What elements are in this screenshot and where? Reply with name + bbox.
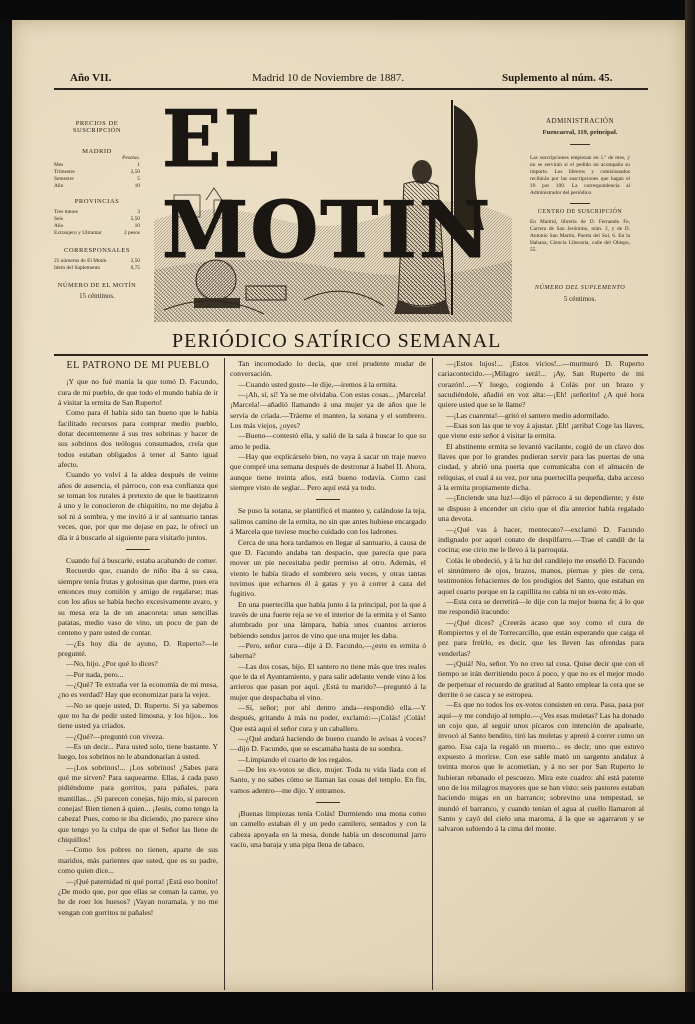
paragraph: —¿Qué andará haciendo de bueno cuando le avisas á voces?—dijo D. Facundo, que se escamaba hasta de su sombra.: [230, 734, 426, 754]
paragraph: —Es que no todos los ex-votos consisten en cera. Pasa, pasa por aquí—y me condujo al templo.—¿Ves esas muletas? Las ha donado un cojo que, al seguir unos pícaros con intención de apalearle, invocó al Santo bendito, tiró las muletas y apretó á correr como un gamo. Esa caja la regaló un muerto... es decir, uno que estuvo expuesto á morirse. Con ese sable mató un sargento andaluz á treinta moros que le acometían, y á no ser por San Ruperto le hubieran rebanado el pescuezo. Mira este cuadro: ahí está patente uno de los milagros mayores que se han visto: seis pastores estaban haciendo migas en un barranco; sobrevino una tempestad, se inundó el barranco, y cuando tenían el agua al cuello llamaron al Santo y cayó del cielo una maroma, á la que se agarraron y se salvaron subiendo á la cima del monte.: [438, 700, 644, 834]
price-row: Año 10: [54, 183, 140, 189]
corresponsales-price-list: [54, 258, 140, 272]
paragraph: Se puso la sotana, se plantificó el manteo y, calándose la teja, salimos camino de la ermita, no sin que antes hubiese encargado á Marcela que tuviese mucho cuidado con los ladrones.: [230, 506, 426, 537]
pesetas-label: Pesetas.: [122, 155, 140, 161]
column-divider: [224, 358, 225, 990]
price-row: Tres meses 3: [54, 209, 140, 215]
section-separator: [126, 549, 150, 550]
corresponsales-heading: CORRESPONSALES: [64, 247, 130, 254]
paragraph: Cerca de una hora tardamos en llegar al santuario, á causa de que D. Facundo andaba tan despacio, que parecía que para mover un pie necesitaba pedir permiso al otro. Además, el viento le había tirado el sombrero seis veces, y otras tantas tuvimos que echarnos él á gatas y yo á correr á caza del fugitivo.: [230, 537, 426, 599]
numero-label: NÚMERO DE EL MOTÍN: [57, 282, 137, 289]
article-title: EL PATRONO DE MI PUEBLO: [66, 360, 210, 371]
paragraph: —Limpiando el cuarto de los regalos.: [238, 754, 353, 764]
madrid-heading: MADRID: [82, 148, 112, 155]
newspaper-page: [12, 20, 685, 992]
price-row: Trimestre 2,50: [54, 169, 140, 175]
paragraph: ¡Buenas limpiezas tenía Colás! Durmiendo una mona como un camello estaban él y un pedo camilero, sentados y con la cabeza apoyada en la mesa, donde había un descomunal jarro vacío, una baraja y una pipa llena de tabaco.: [230, 809, 426, 850]
paragraph: —¡Ah, sí, sí! Ya se me olvidaba. Con estas cosas... ¡Marcela! ¡Marcela!—añadió llamando á una mujer ya de años que le servía de criada.—Tráeme el manteo, la sotana y el sombrero. Los más viejos, ¿oyes?: [230, 390, 426, 431]
suplemento-price: 5 céntimos.: [563, 295, 597, 303]
paragraph: Tan incomodado lo decía, que creí prudente mudar de conversación.: [230, 359, 426, 379]
paragraph: Recuerdo que, cuando de niño iba á su casa, siempre tenía frutas y golosinas que darme, pues era entonces muy comilón y amigo de regalarse; mas con los años se había hecho excesivamente avaro, y su mesa era la de un anacoreta: unas sencillas patatas, medio vaso de vino, un poco de pan de centeno y pare usted de contar.: [58, 566, 218, 638]
paragraph: —Pero, señor cura—dije á D. Facundo,—¿esto es ermita ó taberna?: [230, 640, 426, 661]
paragraph: —¡Los sobrinos!... ¡Los sobrinos! ¿Sabes para qué me sirven? Para saquearme. Ellas, á cada paso pidiéndome para gorritos, para pañales, para mantillas... ¡Si parecen conejas, hijo mío, si parecen conejas! Bien tienen á quien... ¡Jesús, como tengo la cabeza! Pues, como te iba diciendo, ¡no parece sino que tengo yo la culpa de que el Señor las llene de chiquillos!: [58, 762, 218, 845]
administration-box: [530, 118, 630, 303]
paragraph: —¿Qué?—preguntó con viveza.: [66, 731, 165, 741]
paragraph: —¡Enciende una luz!—dijo el párroco á su dependiente; y éste se dispuso á encender un cirio que el día anterior había regalado una devota.: [438, 493, 644, 524]
paragraph: —Sí, señor; por ahí dentro anda—respondió ella.—Y después, gritando á más no poder, exclamó:—¡Colás! ¡Colás! Que está aquí el señor cura y un caballero.: [230, 703, 426, 733]
article-column-1: [58, 359, 218, 918]
price-row: 25 números de El Motín 2,50: [54, 258, 140, 264]
column-divider: [432, 358, 433, 990]
suplemento-label: NÚMERO DEL SUPLEMENTO: [534, 284, 626, 291]
paragraph: —No, hijo. ¿Por qué lo dices?: [66, 659, 158, 669]
header-rule: [54, 88, 648, 90]
numero-price: 15 céntimos.: [79, 292, 115, 300]
masthead-illustration: [154, 94, 512, 322]
section-separator: [316, 802, 340, 803]
paragraph: —De los ex-votos se dice, mujer. Toda tu vida liada con el Santo, y no sabes cómo se llaman las cosas del templo. En fin, vamos adentro—me dijo. Y entramos.: [230, 765, 426, 795]
masthead-subtitle: PERIÓDICO SATÍRICO SEMANAL: [172, 330, 502, 352]
scan-bottom-border: [0, 992, 695, 1024]
paragraph: —¿Es hoy día de ayuno, D. Ruperto?—le pregunté.: [58, 638, 218, 658]
price-row: Mes 1: [54, 162, 140, 168]
centro-text: En Madrid, librería de D. Fernando Fe, Carrera de San Jerónimo, núm. 2, y de D. Antonio San Martín, Puerta del Sol, 6. En la Habana, Ciencia Liberaria, calle del Obispo, 55.: [530, 219, 630, 253]
subscription-prices-box: [54, 120, 140, 300]
paragraph: Cuando fuí á buscarle, estaba acabando de comer.: [66, 555, 218, 565]
paragraph: —Es un decir... Para usted solo, tiene bastante. Y luego, los sobrinos no le abandonarían á usted.: [58, 742, 218, 762]
administration-heading: ADMINISTRACIÓN: [545, 117, 615, 125]
paragraph: —¡Qué paternidad ni qué porra! ¡Está eso bonito! ¿De modo que, por que ellas se coman la carne, yo he de roer los huesos? ¡Vayan noramala, y no me vengan con gorritos ni pañales!: [58, 876, 218, 917]
paragraph: —¡Las cuarenta!—gritó el santero medio adormilado.: [446, 410, 610, 420]
dateline: Madrid 10 de Noviembre de 1887.: [252, 72, 405, 84]
price-row: Seis 5,50: [54, 216, 140, 222]
paragraph: El abstinente ermita se levantó vacilante, cogió de un clavo dos llaves que por lo grandes pudieran servir para las puertas de una ciudad, y abrió una puerta que comunicaba con el almacén de reliquias, el cual á su vez, por una puertecilla pequeña, daba acceso á la ermita propiamente dicha.: [438, 441, 644, 493]
paragraph: —¡Estos lujos!... ¡Estos vicios!...—murmuró D. Ruperto cariacontecido.—¡Milagro será!... ¡Ay, San Ruperto de mi corazón!...—Y luego, cogiendo á Colás por un brazo y sacudiéndole, añadió en voz alta:—¡Eh! ¡señorito! ¿A qué hora quiere usted que se le llame?: [438, 359, 644, 410]
price-row: Idem del Suplemento 0,75: [54, 265, 140, 271]
paragraph: —¿Qué vas á hacer, mentecato?—exclamó D. Facundo indignado por aquel conato de despilfarro.—Trae el candil de la cocina; ese cirio me le llevo á la parroquia.: [438, 524, 644, 555]
paragraph: —¡Quiá! No, señor. Yo no creo tal cosa. Quise decir que con el tiempo se irán derritiendo poco á poco, y que no es el mejor modo de perpetuar el recuerdo de gratitud al Santo emplear la cera que se derrite ó se casca y se estropea.: [438, 658, 644, 699]
article-column-3: [438, 359, 644, 835]
supplement-number: Suplemento al núm. 45.: [502, 72, 613, 84]
paragraph: Cuando yo volví á la aldea después de veinte años de ausencia, el párroco, con esa confianza que se toman los rurales á pretexto de que le bautizaron á uno y le conocieron de chiquitito, no me dejaba á sol ni á sombra, y me invitó á ir al santuario tantas veces, que, por que me dejase en paz, le ofrecí un día ir á buscarle al siguiente para visitarlo juntos.: [58, 470, 218, 542]
page-edge-shadow: [685, 0, 695, 1024]
administration-notes: Las suscripciones empiezan en 1.º de mes, y no se servirán si el pedido no acompaña su importe. Los libreros y comisionados recibirán por las suscripciones que hagan el 10 por 100. La correspondencia al Administrador del periódico.: [530, 155, 630, 196]
paragraph: ¡Y que no fué manía la que tomó D. Facundo, cura de mi pueblo, de que todo el mundo había de ir á visitar la ermita de San Ruperto!: [58, 377, 218, 408]
centro-heading: CENTRO DE SUSCRIPCIÓN: [537, 209, 623, 215]
price-row: Extranjero y Ultramar 2 pesos: [54, 230, 140, 236]
paragraph: —Bueno—contestó ella, y salió de la sala á buscar lo que su amo le pedía.: [230, 431, 426, 451]
paragraph: —Por nada, pero...: [66, 669, 124, 679]
subtitle-rule: [54, 354, 648, 356]
provincias-heading: PROVINCIAS: [74, 198, 120, 205]
madrid-price-list: [54, 162, 140, 190]
paragraph: —Esta cera se derretirá—le dije con la mejor buena fe; á lo que me respondió iracundo:: [438, 596, 644, 617]
masthead-title: EL MOTIN: [162, 94, 493, 276]
paragraph: —Cuando usted guste—le dije,—iremos á la ermita.: [238, 379, 398, 389]
paragraph: Colás le obedeció, y á la luz del candilejo me enseñó D. Facundo el sinnúmero de ojos, brazos, manos, piernas y pies de cera, testimonios fehacientes de los prodigios del Santo, que estaban en aquel cuarto porque en la capillita no cabía ni un ex-voto más.: [438, 555, 644, 596]
provincias-price-list: [54, 209, 140, 237]
paragraph: —Como los pobres no tienen, aparte de sus maridos, más parientes que usted, que es su padre, como quien dice...: [58, 845, 218, 876]
price-row: Año 10: [54, 223, 140, 229]
paragraph: En una puertecilla que había junto á la principal, por la que á través de una fuerte reja se ve el interior de la ermita y el Santo alumbrado por una lámpara, había unos cuantos arrieros bebiendo sendos jarros de vino que una mujer les daba.: [230, 599, 426, 640]
paragraph: —¿Qué dices? ¿Creerás acaso que soy como el cura de Rompiertos y el de Torrecarcillo, que están esperando que caiga el pez para freírlo, es decir, que les lleven las ofrendas para venderlas?: [438, 617, 644, 658]
price-row: Semestre 5: [54, 176, 140, 182]
paragraph: —Hay que explicárselo bien, no vaya á sacar un traje nuevo que compré una semana después de destronar á Isabel II. Ahora, aunque tiene treinta años, está bueno todavía. Como casi siempre visto de seglar... Pero aquí está ya todo.: [230, 452, 426, 493]
article-column-2: [230, 359, 426, 850]
paragraph: —No se queje usted, D. Ruperto. Si ya sabemos que no ha de pedir usted limosna, y los hijos... los tiene usted ya criados.: [58, 700, 218, 731]
paragraph: Como para él había sido tan bueno que le había facilitado recursos para comprar medio pueblo, dotar decentemente á sus tres sobrinas y hacer de sus sobrinos dos teólogos consumados, creía que todos estaban obligados á tener al Santo igual afecto.: [58, 408, 218, 470]
paragraph: —Las dos cosas, hijo. El santero no tiene más que tres reales que le da el Ayuntamiento, y para salir adelante vende vino á los arrieros que pasan por aquí. ¿Está tu marido?—preguntó á la mujer que despachaba el vino.: [230, 661, 426, 702]
section-separator: [316, 499, 340, 500]
issue-year: Año VII.: [70, 72, 112, 84]
paragraph: —Esas son las que te voy á ajustar. ¡Eh! ¡arriba! Coge las llaves, que viene este señor á visitar la ermita.: [438, 421, 644, 441]
scan-top-border: [0, 0, 695, 22]
administration-address: Fuencarral, 119, principal.: [542, 129, 618, 136]
paragraph: —¿Qué? Te extraña ver la economía de mi mesa, ¿no es verdad? Hay que economizar para la vejez.: [58, 679, 218, 700]
subscription-heading: PRECIOS DE SUSCRIPCIÓN: [72, 120, 122, 134]
